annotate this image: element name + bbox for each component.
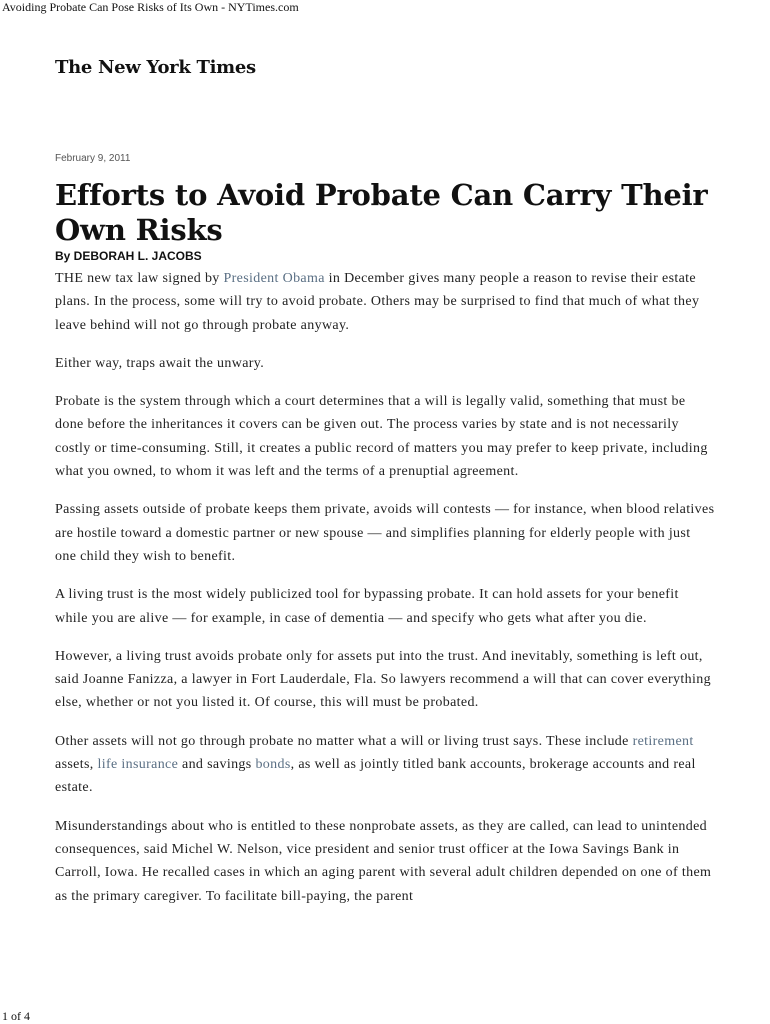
article-byline: By DEBORAH L. JACOBS	[55, 249, 202, 263]
paragraph-3: Probate is the system through which a court determines that a will is legally valid, something that must be done before the inheritances it covers can be given out. The process varies by state and is not necessarily costly or time-consuming. Still, it creates a public record of matters you may prefer to keep private, including what you owned, to whom it was left and the terms of a prenuptial agreement.	[55, 394, 708, 480]
paragraph-4: Passing assets outside of probate keeps them private, avoids will contests — for instance, when blood relatives are hostile toward a domestic partner or new spouse — and simplifies planning for elderly people with just one child they wish to benefit.	[55, 502, 715, 564]
link-president-obama[interactable]: President Obama	[223, 271, 325, 286]
paragraph-text: , as well as jointly titled bank accounts, brokerage accounts and real estate.	[55, 757, 696, 796]
article-date: February 9, 2011	[55, 153, 131, 164]
paragraph-1	[55, 267, 715, 337]
print-page-title: Avoiding Probate Can Pose Risks of Its Own - NYTimes.com	[2, 0, 299, 14]
page-counter: 1 of 4	[2, 1009, 30, 1023]
link-retirement[interactable]: retirement	[632, 733, 694, 749]
paragraph-8: Misunderstandings about who is entitled to these nonprobate assets, as they are called, can lead to unintended consequences, said Michel W. Nelson, vice president and senior trust officer at the Iowa Savings Bank in Carroll, Iowa. He recalled cases in which an aging parent with several adult children depended on one of them as the primary caregiver. To facilitate bill-paying, the parent	[55, 818, 712, 904]
article-body	[55, 267, 715, 923]
paragraph-text: Other assets will not go through probate no matter what a will or living trust says. These include	[55, 733, 633, 749]
link-life-insurance[interactable]: life insurance	[97, 757, 179, 773]
paragraph-7	[55, 730, 715, 800]
paragraph-5: A living trust is the most widely publicized tool for bypassing probate. It can hold assets for your benefit while you are alive — for example, in case of dementia — and specify who gets what after you die.	[55, 587, 679, 626]
paragraph-6: However, a living trust avoids probate only for assets put into the trust. And inevitably, something is left out, said Joanne Fanizza, a lawyer in Fort Lauderdale, Fla. So lawyers recommend a will that can cover everything else, whether or not you listed it. Of course, this will must be probated.	[55, 648, 711, 711]
paragraph-text: and savings	[178, 757, 256, 773]
article-headline: Efforts to Avoid Probate Can Carry Their Own Risks	[55, 178, 708, 247]
paragraph-text: in December gives many people a reason to revise their estate plans. In the process, some will try to avoid probate. Others may be surprised to find that much of what they leave behind will not go through probate anyway.	[55, 271, 700, 333]
link-bonds[interactable]: bonds	[255, 757, 291, 773]
paragraph-2: Either way, traps await the unwary.	[55, 355, 265, 371]
nyt-logo[interactable]: The New York Times	[55, 57, 256, 78]
paragraph-text: THE new tax law signed by	[55, 271, 224, 286]
paragraph-text: assets,	[55, 757, 98, 773]
